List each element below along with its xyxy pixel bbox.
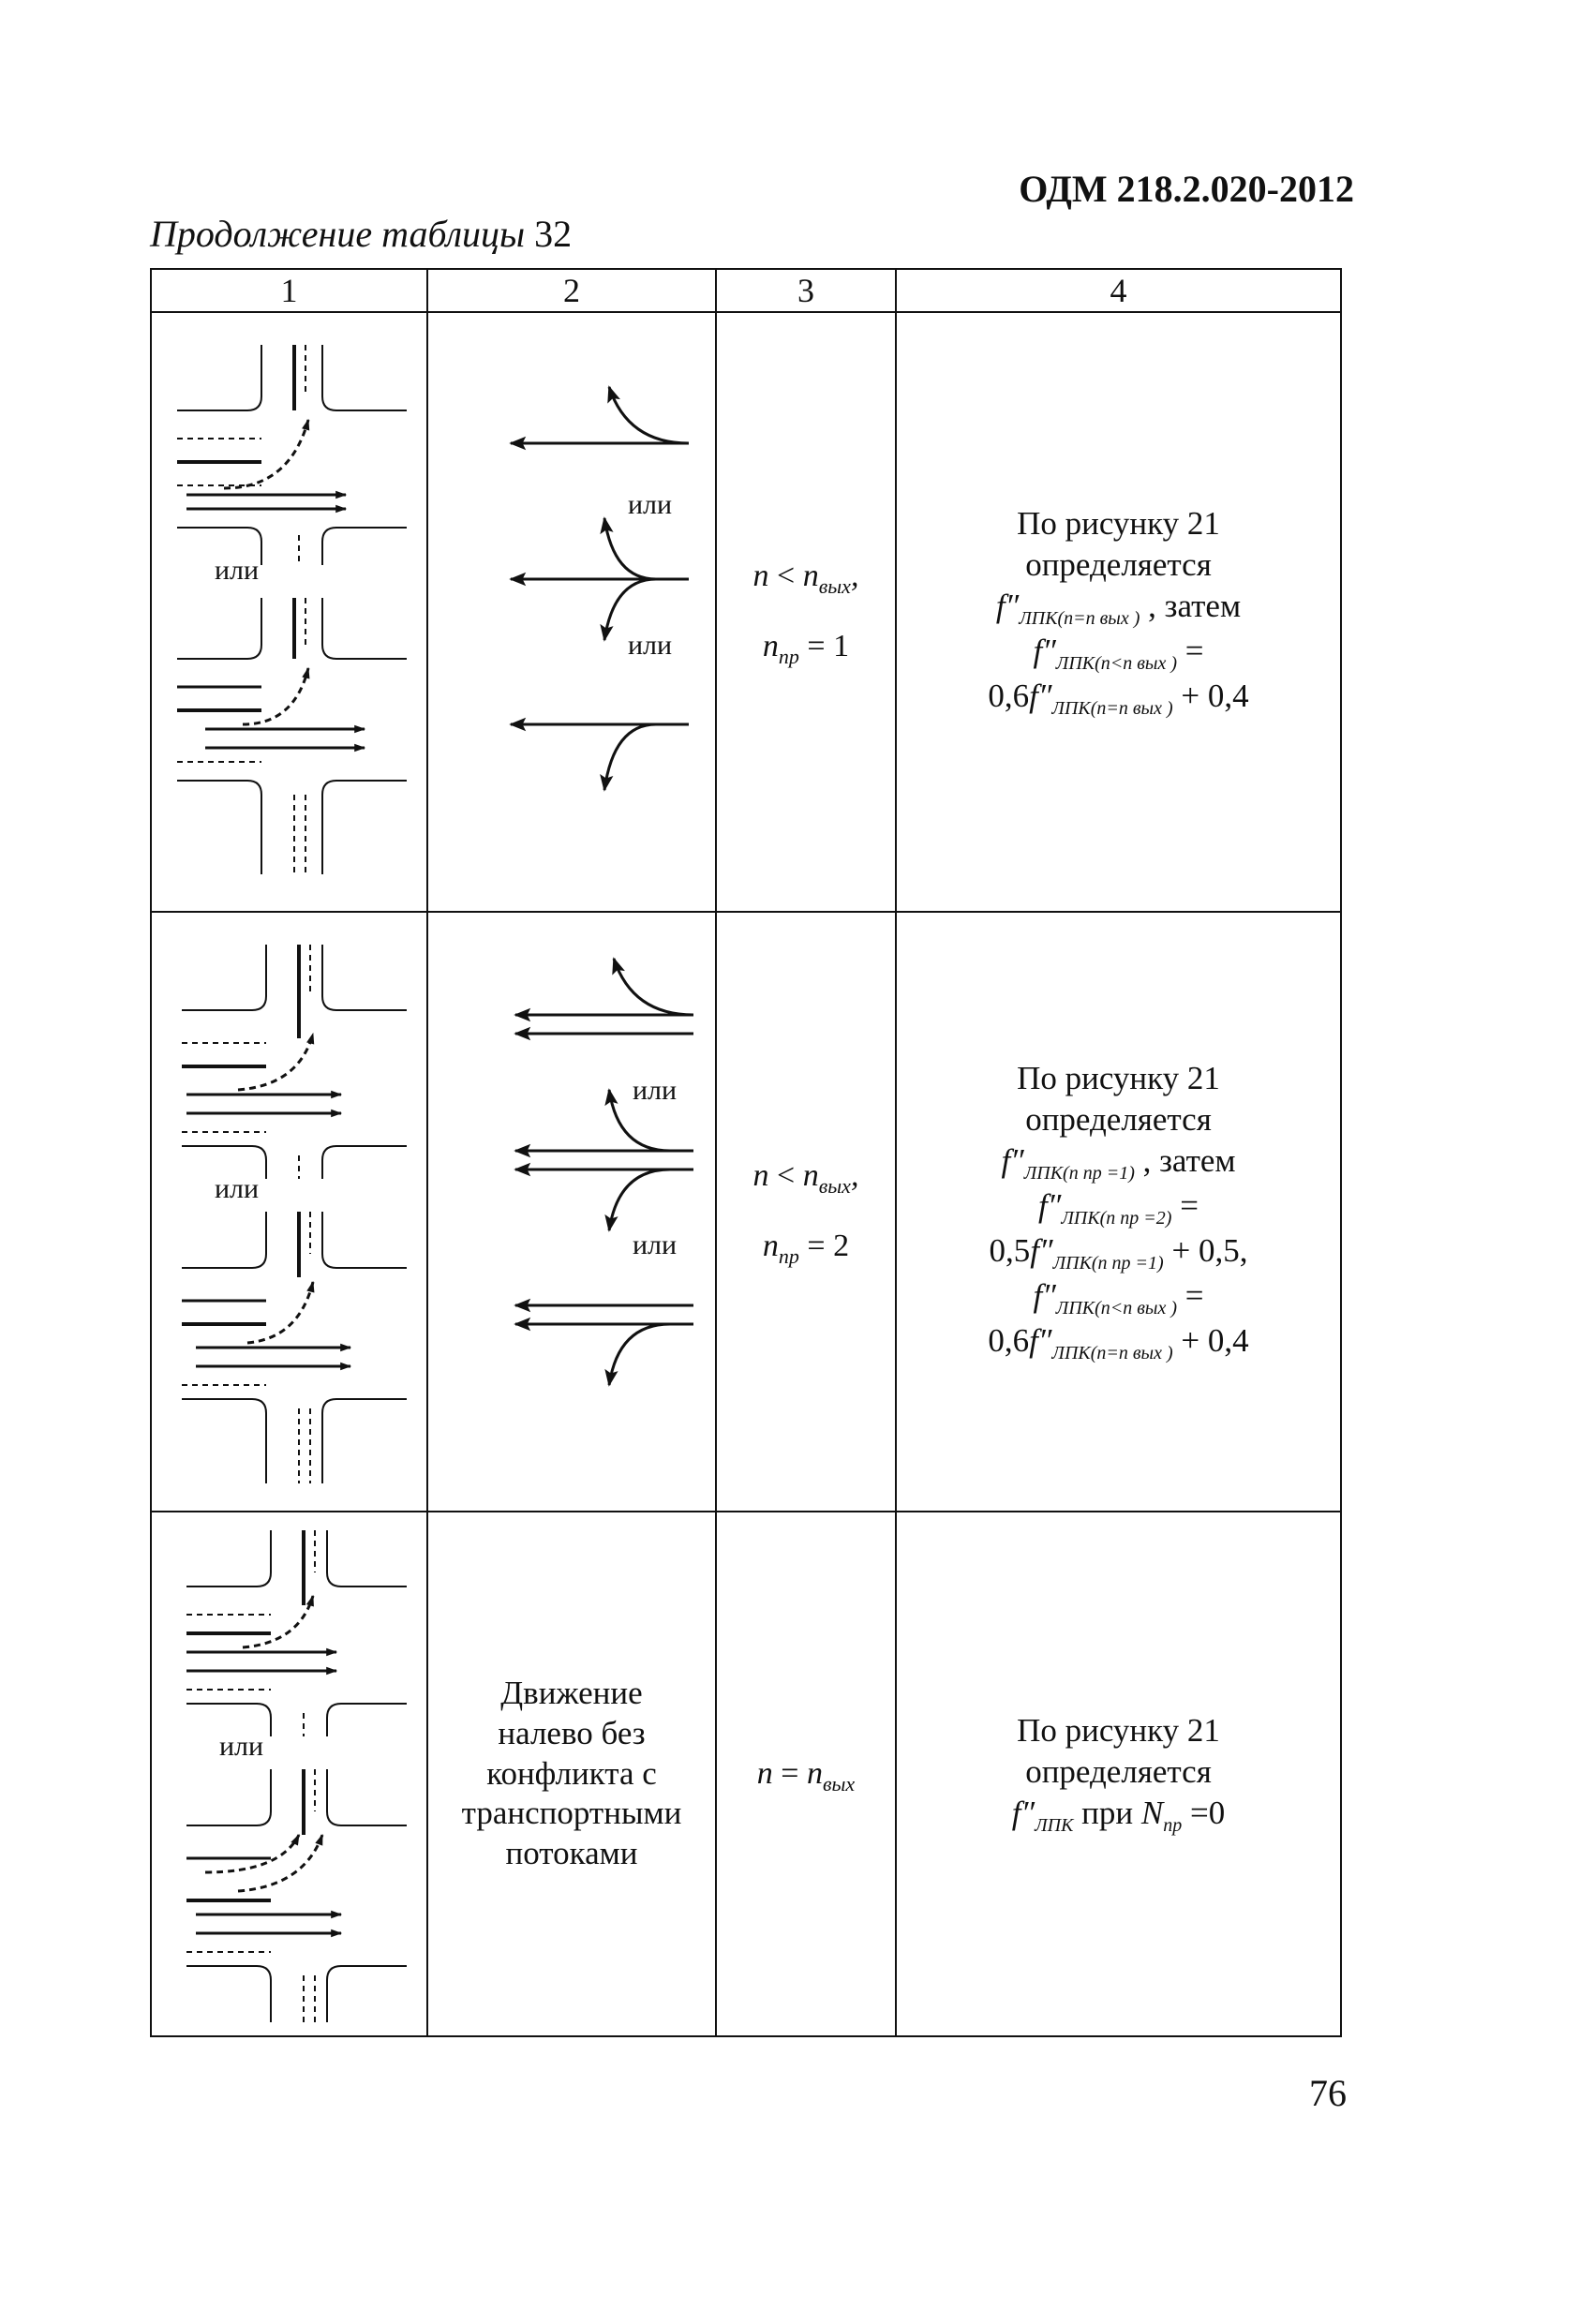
method-line: $0,6f''_{ЛПК(n=n вых )} + 0,4$ bbox=[988, 1321, 1249, 1363]
method-cell bbox=[896, 1512, 1341, 2036]
description-line: конфликта с bbox=[486, 1754, 657, 1792]
movement-scheme bbox=[440, 931, 703, 1493]
method-line: $f''_{ЛПК(n пр =2)}$ = bbox=[1038, 1186, 1199, 1229]
movement-scheme bbox=[440, 331, 703, 893]
method-line: $f''_{ЛПК(n=n вых )}$ , затем bbox=[995, 587, 1242, 629]
header-row bbox=[151, 269, 1341, 312]
column-header-2: 2 bbox=[427, 269, 716, 312]
or-label: или bbox=[633, 1075, 678, 1106]
description-line: потоками bbox=[505, 1835, 638, 1872]
page-number: 76 bbox=[1309, 2072, 1347, 2114]
column-header-1: 1 bbox=[151, 269, 427, 312]
condition-line-1: $n < n_{вых}$, bbox=[752, 559, 859, 598]
method-line: $f''_{ЛПК(n пр =1)}$ , затем bbox=[1001, 1141, 1236, 1184]
caption-prefix: Продолжение таблицы bbox=[150, 213, 526, 255]
movement-scheme-cell bbox=[427, 312, 716, 912]
description-line: транспортными bbox=[461, 1795, 682, 1832]
description-line: Движение bbox=[500, 1675, 643, 1712]
movement-scheme-cell bbox=[427, 912, 716, 1512]
condition-cell bbox=[716, 912, 896, 1512]
movement-description bbox=[428, 1674, 715, 1873]
table-row bbox=[151, 312, 1341, 912]
condition-text bbox=[717, 1739, 895, 1810]
method-line: По рисунку 21 bbox=[1017, 505, 1220, 543]
or-label: или bbox=[628, 630, 673, 661]
method-formula bbox=[897, 1710, 1340, 1838]
intersection-diagram-cell bbox=[151, 1512, 427, 2036]
method-line: $f''_{ЛПК(n<n вых )}$ = bbox=[1033, 1276, 1204, 1318]
or-label: или bbox=[214, 1173, 259, 1204]
method-cell bbox=[896, 912, 1341, 1512]
table-row bbox=[151, 1512, 1341, 2036]
or-label: или bbox=[633, 1229, 678, 1260]
condition-line-1: $n = n_{вых}$ bbox=[756, 1755, 856, 1795]
condition-line-1: $n < n_{вых}$, bbox=[752, 1158, 859, 1198]
condition-text bbox=[717, 542, 895, 682]
method-line: $f''_{ЛПК}$ при $N_{пр} =0$ bbox=[1011, 1794, 1226, 1836]
condition-text bbox=[717, 1141, 895, 1282]
table-caption bbox=[150, 212, 572, 256]
document-code: ОДМ 218.2.020-2012 bbox=[1019, 168, 1354, 210]
method-line: $0,5f''_{ЛПК(n пр =1)} + 0,5$, bbox=[989, 1231, 1248, 1274]
continuation-table bbox=[150, 268, 1342, 2037]
movement-description-cell bbox=[427, 1512, 716, 2036]
method-line: определяется bbox=[1025, 546, 1212, 583]
method-line: $f''_{ЛПК(n<n вых )}$ = bbox=[1033, 632, 1204, 674]
intersection-diagram-cell bbox=[151, 912, 427, 1512]
intersection-diagram-cell bbox=[151, 312, 427, 912]
intersection-diagram bbox=[158, 1521, 421, 2027]
or-label: или bbox=[214, 555, 259, 586]
table-row bbox=[151, 912, 1341, 1512]
method-line: $0,6f''_{ЛПК(n=n вых )} + 0,4$ bbox=[988, 677, 1249, 719]
intersection-diagram bbox=[158, 931, 421, 1493]
column-header-4: 4 bbox=[896, 269, 1341, 312]
condition-cell bbox=[716, 312, 896, 912]
caption-number: 32 bbox=[534, 213, 573, 255]
or-label: или bbox=[218, 1731, 263, 1762]
method-line: По рисунку 21 bbox=[1017, 1060, 1220, 1097]
method-line: определяется bbox=[1025, 1753, 1212, 1790]
description-line: налево без bbox=[498, 1714, 646, 1751]
method-line: определяется bbox=[1025, 1101, 1212, 1138]
condition-line-2: $n_{пр} = 1$ bbox=[762, 629, 850, 668]
method-line: По рисунку 21 bbox=[1017, 1712, 1220, 1750]
condition-line-2: $n_{пр} = 2$ bbox=[762, 1229, 850, 1268]
condition-cell bbox=[716, 1512, 896, 2036]
method-formula bbox=[897, 1058, 1340, 1365]
intersection-diagram bbox=[158, 331, 421, 893]
method-formula bbox=[897, 503, 1340, 721]
or-label: или bbox=[628, 489, 673, 520]
method-cell bbox=[896, 312, 1341, 912]
column-header-3: 3 bbox=[716, 269, 896, 312]
